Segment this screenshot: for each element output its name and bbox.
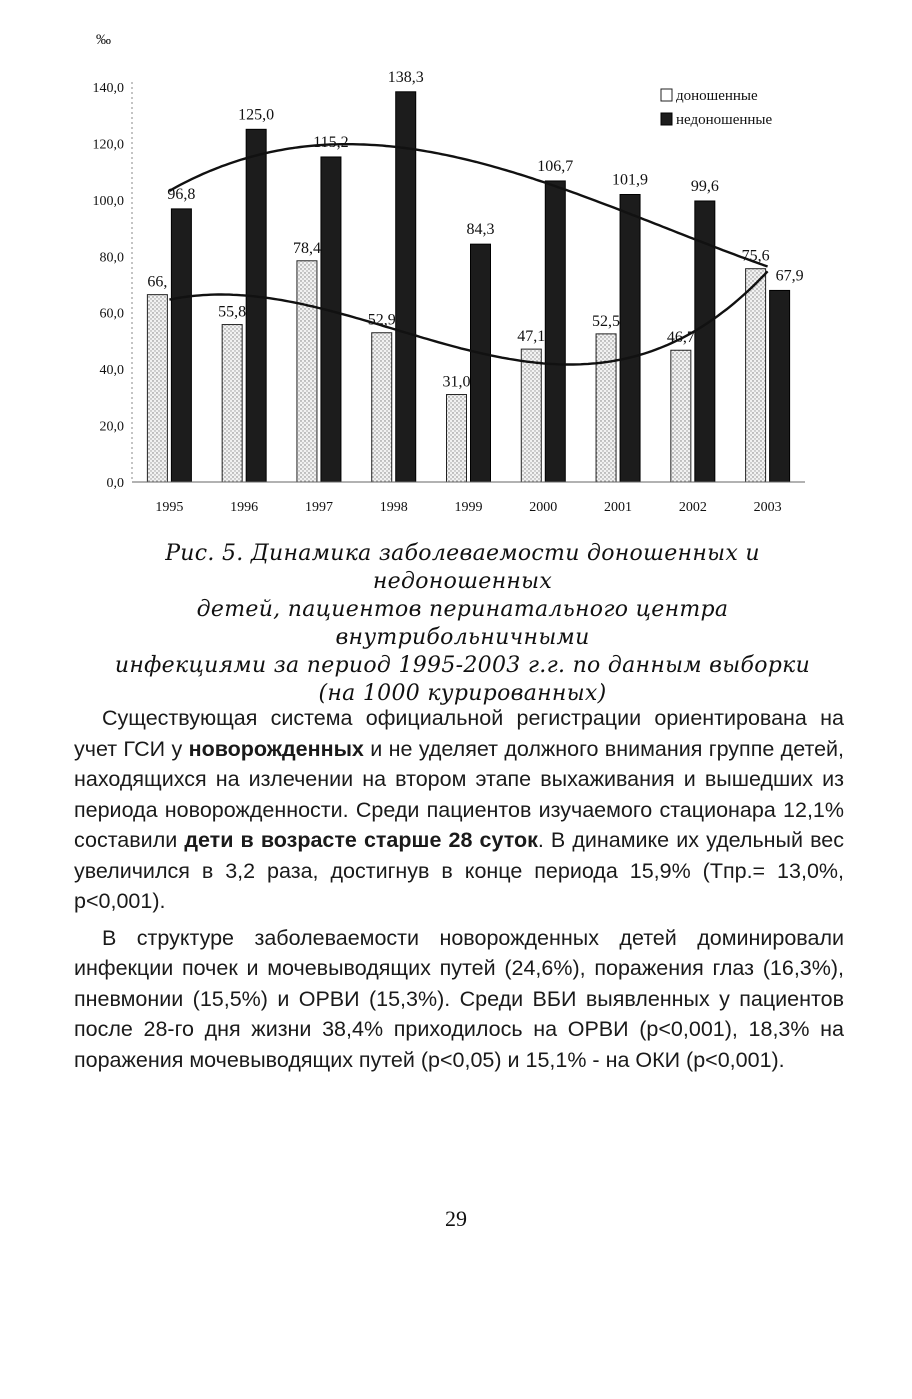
y-axis <box>93 81 133 491</box>
svg-text:‰: ‰ <box>96 32 111 48</box>
data-label-premature: 84,3 <box>466 221 495 239</box>
bar-full-term <box>147 295 167 482</box>
x-tick-label: 1997 <box>304 500 333 515</box>
paragraph-1-bold-a: новорожденных <box>188 736 364 761</box>
data-label-premature: 96,8 <box>167 185 196 203</box>
legend-swatch-full-term <box>661 89 672 101</box>
legend-label-premature: недоношенные <box>676 112 773 128</box>
data-label-premature: 115,2 <box>313 133 349 151</box>
bar-premature <box>471 244 491 482</box>
paragraph-2: В структуре заболеваемости новорожденных детей доминировали инфекции почек и мочевыводящих путей (24,6%), поражения глаз (16,3%), пневмонии (15,5%) и ОРВИ (15,3%). Среди ВБИ выявленных у пациентов после 28-го дня жизни 38,4% приходилось на ОРВИ (p<0,001), 18,3% на поражения мочевыводящих путей (p<0,05) и 15,1% - на ОКИ (p<0,001). <box>74 925 844 1072</box>
bar-full-term <box>596 334 616 482</box>
y-tick-label: 40,0 <box>99 363 124 379</box>
y-tick-label: 0,0 <box>106 476 124 491</box>
x-axis <box>132 482 805 515</box>
bar-full-term <box>372 333 392 482</box>
data-label-full-term: 31,0 <box>442 373 471 391</box>
paragraph-1-text-a: Существующая система официальной регистрации ориентирована на учет ГСИ у <box>74 706 844 761</box>
data-label-premature: 138,3 <box>387 68 424 86</box>
bar-premature <box>770 290 790 482</box>
x-tick-label: 1996 <box>230 500 259 515</box>
x-tick-label: 2002 <box>678 500 707 515</box>
bar-premature <box>321 157 341 482</box>
data-label-premature: 101,9 <box>612 171 649 189</box>
figure-caption <box>90 540 835 708</box>
caption-line: (на 1000 курированных) <box>318 681 607 706</box>
y-tick-label: 60,0 <box>99 306 124 322</box>
bar-full-term <box>521 349 541 482</box>
x-tick-label: 1998 <box>379 500 408 515</box>
morbidity-chart <box>0 0 912 540</box>
bar-premature <box>246 129 266 482</box>
data-label-premature: 106,7 <box>537 157 574 175</box>
paragraph-1-text-b: и не уделяет должного внимания группе детей, находящихся на излечении на втором этапе выхаживания и вышедших из периода новорожденности. Среди пациентов изучаемого стационара 12,1% составили <box>74 736 845 852</box>
bar-full-term <box>297 261 317 482</box>
bar-premature <box>620 194 640 482</box>
data-label-premature: 99,6 <box>690 177 719 195</box>
x-tick-label: 2001 <box>604 500 633 515</box>
legend-label-full-term: доношенные <box>676 88 758 104</box>
data-label-full-term: 52,9 <box>367 311 396 329</box>
legend <box>661 88 772 128</box>
page-number: 29 <box>445 1206 467 1231</box>
y-tick-label: 20,0 <box>99 419 124 435</box>
bars <box>147 92 789 482</box>
x-tick-label: 2000 <box>529 500 558 515</box>
paragraph-1 <box>74 703 844 917</box>
x-tick-label: 1995 <box>155 500 184 515</box>
legend-swatch-premature <box>661 113 672 125</box>
y-tick-label: 100,0 <box>92 193 124 209</box>
data-label-premature: 125,0 <box>238 106 275 124</box>
data-label-full-term: 52,5 <box>592 312 621 330</box>
bar-full-term <box>447 395 467 482</box>
y-tick-label: 80,0 <box>99 250 124 266</box>
data-label-full-term: 47,1 <box>517 328 546 346</box>
data-label-full-term: 55,8 <box>218 303 247 321</box>
bar-premature <box>545 181 565 482</box>
data-label-premature: 67,9 <box>775 267 804 285</box>
data-label-full-term: 66, <box>147 273 168 291</box>
bar-premature <box>171 209 191 482</box>
caption-line: инфекциями за период 1995-2003 г.г. по данным выборки <box>114 653 811 678</box>
body-text <box>74 703 844 1075</box>
data-label-full-term: 78,4 <box>292 239 321 257</box>
bar-full-term <box>222 325 242 482</box>
x-tick-label: 1999 <box>454 500 483 515</box>
paragraph-1-text-c: . В динамике их удельный вес увеличился в 3,2 раза, достигнув в конце периода 15,9% (Tпр.= 13,0%, p<0,001). <box>74 828 844 913</box>
caption-line: детей, пациентов перинатального центра внутрибольничными <box>196 597 729 650</box>
x-tick-label: 2003 <box>753 500 782 515</box>
data-label-full-term: 46,7 <box>666 329 695 347</box>
caption-line: Рис. 5. Динамика заболеваемости доношенных и недоношенных <box>165 541 760 594</box>
paragraph-1-bold-b: дети в возрасте старше 28 суток <box>184 828 538 852</box>
data-label-full-term: 75,6 <box>741 247 770 265</box>
y-tick-label: 120,0 <box>92 137 124 153</box>
y-tick-label: 140,0 <box>92 81 124 96</box>
bar-full-term <box>746 269 766 482</box>
bar-full-term <box>671 350 691 482</box>
y-unit-label <box>96 32 111 48</box>
